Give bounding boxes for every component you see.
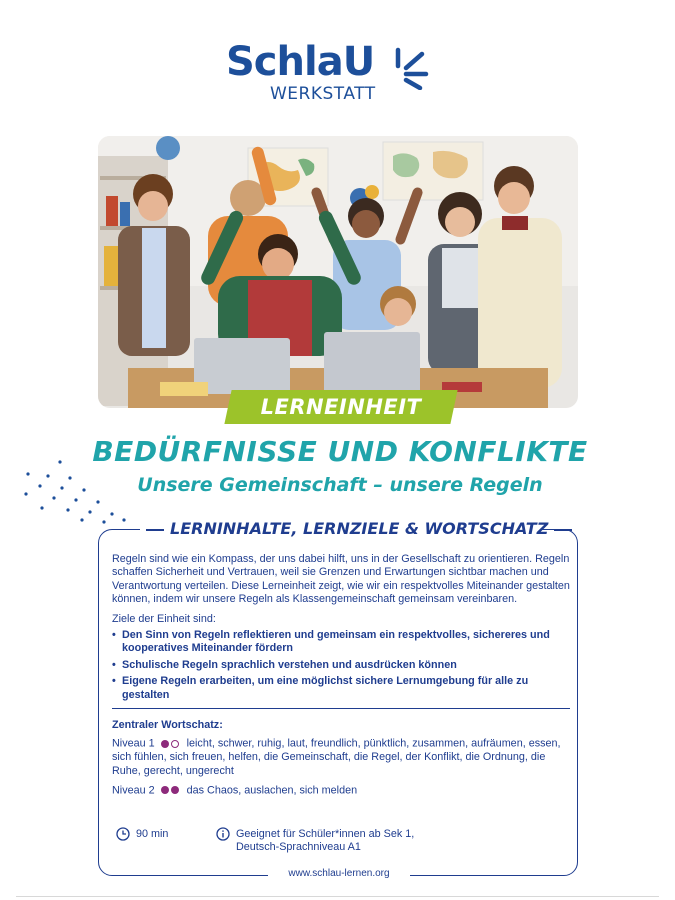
- goal-item: • Eigene Regeln erarbeiten, um eine möglichst sichere Lernumgebung für alle zu gestalten: [112, 675, 570, 702]
- level-1-words: leicht, schwer, ruhig, laut, freundlich, pünktlich, zusammen, aufräumen, essen, sich fühlen, sich freuen, helfen, die Gemeinschaft, die Regel, der Konflikt, die Ordnung, die Ruhe, gerecht, ungerecht: [112, 738, 561, 777]
- logo-subtitle: WERKSTATT: [270, 84, 376, 104]
- schlau-werkstatt-logo: [226, 38, 436, 108]
- content-box-heading-text: LERNINHALTE, LERNZIELE & WORTSCHATZ: [170, 519, 549, 538]
- level-2-label: Niveau 2: [112, 784, 155, 797]
- vocab-level-2: [112, 784, 570, 798]
- content-box-heading: [140, 516, 549, 542]
- classroom-photo: [98, 136, 578, 408]
- level-2-words: das Chaos, auslachen, sich melden: [186, 784, 358, 797]
- page-bottom-rule: [16, 896, 659, 897]
- clock-icon: [116, 827, 130, 841]
- suitability-label: Geeignet für Schüler*innen ab Sek 1, Deutsch-Sprachniveau A1: [236, 828, 415, 854]
- lerneinheit-badge: LERNEINHEIT: [260, 395, 422, 419]
- intro-paragraph: Regeln sind wie ein Kompass, der uns dabei hilft, uns in der Gesellschaft zu orientieren. Regeln schaffen Sicherheit und Vertrauen, weil sie Grenzen und Erwartungen sichtbar machen und Verantwortung verteilen. Diese Lerneinheit zeigt, wie wir ein respektvolles Miteinander gestalten können, indem wir unsere Regeln als Klassengemeinschaft gemeinsam vereinbaren.: [112, 553, 570, 606]
- heading-dash-right: [554, 529, 572, 531]
- decorative-dots-icon: [20, 458, 140, 528]
- level-2-dots-icon: [161, 784, 181, 797]
- website-link[interactable]: www.schlau-lernen.org: [268, 866, 410, 882]
- duration-label: 90 min: [136, 828, 169, 840]
- vocab-level-1: [112, 737, 570, 778]
- level-1-label: Niveau 1: [112, 738, 155, 751]
- goals-intro: Ziele der Einheit sind:: [112, 612, 216, 625]
- level-1-dots-icon: [161, 737, 181, 750]
- goals-list: [112, 629, 570, 702]
- heading-dash-left: [146, 529, 164, 531]
- unit-meta: [116, 828, 556, 864]
- info-icon: [216, 827, 230, 841]
- page-subtitle: Unsere Gemeinschaft – unsere Regeln: [137, 474, 543, 496]
- goal-item: • Schulische Regeln sprachlich verstehen und ausdrücken können: [112, 659, 570, 672]
- logo-rays-icon: [394, 46, 430, 90]
- content-body: [112, 553, 570, 804]
- content-divider: [112, 708, 570, 709]
- logo-wordmark: SchlaU: [226, 39, 375, 85]
- page-title: BEDÜRFNISSE UND KONFLIKTE: [92, 435, 588, 468]
- vocab-heading: Zentraler Wortschatz:: [112, 719, 223, 732]
- goal-item: • Den Sinn von Regeln reflektieren und gemeinsam ein respektvolles, sichereres und kooperatives Miteinander fördern: [112, 629, 570, 656]
